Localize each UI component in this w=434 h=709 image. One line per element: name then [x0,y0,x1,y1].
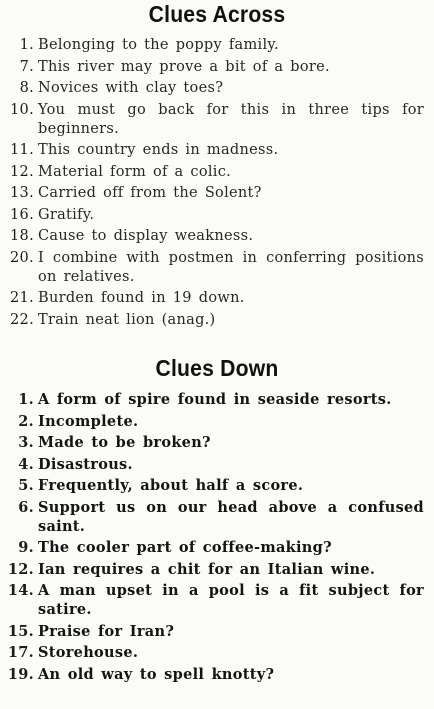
clue-text: Storehouse. [38,644,139,661]
down-clue-item [0,622,434,641]
clue-number: 6. [18,498,34,516]
clue-text: Carried off from the Solent? [38,185,262,201]
clue-number: 19. [7,665,34,683]
clue-text: Frequently, about half a score. [38,477,304,494]
down-clue-item [0,412,434,431]
clue-text: A man upset in a pool is a fit subject for satire. [38,582,424,618]
down-clue-item [0,560,434,579]
clue-number: 21. [10,290,34,306]
clue-text: This country ends in madness. [38,142,279,158]
clue-text: Belonging to the poppy family. [38,37,279,53]
across-clue-item [0,249,434,287]
clue-number: 18. [10,228,34,244]
clue-number: 1. [18,391,34,408]
down-clue-item [0,498,434,536]
across-clue-item [0,36,434,55]
down-clue-item [0,390,434,409]
across-clue-item [0,58,434,77]
clues-down-heading: Clues Down [155,355,279,381]
down-clue-item [0,538,434,557]
clue-text: Support us on our head above a confused saint. [38,498,424,535]
clue-text: I combine with postmen in conferring positions on relatives. [38,249,424,285]
clue-text: Material form of a colic. [38,163,232,180]
clue-number: 13. [10,185,34,201]
clue-text: Praise for Iran? [38,622,175,640]
clue-number: 16. [10,206,34,223]
across-clue-item [0,101,434,139]
clues-across-heading: Clues Across [148,1,286,27]
clue-text: You must go back for this in three tips for beginners. [38,101,424,137]
clue-number: 12. [10,163,34,180]
clues-down-list [0,390,434,686]
across-clue-item [0,163,434,182]
clue-number: 20. [10,249,34,266]
clue-number: 1. [19,37,34,53]
clue-text: Gratify. [38,206,95,223]
clue-text: Incomplete. [38,412,139,430]
clue-text: Cause to display weakness. [38,228,254,244]
clue-text: Burden found in 19 down. [38,290,245,306]
clues-across-list [0,36,434,332]
clue-number: 11. [10,142,34,158]
across-clue-item [0,227,434,246]
clue-number: 2. [18,412,34,430]
clue-text: Novices with clay toes? [38,80,224,96]
clue-text: An old way to spell knotty? [38,665,275,683]
clue-text: Ian requires a chit for an Italian wine. [38,560,376,578]
clue-text: This river may prove a bit of a bore. [38,58,330,75]
down-clue-item [0,665,434,684]
clue-number: 17. [7,644,34,661]
clue-number: 7. [19,58,34,75]
clue-number: 3. [18,434,34,451]
clue-text: Train neat lion (anag.) [38,311,216,328]
down-clue-item [0,581,434,619]
clue-number: 10. [10,101,34,118]
down-clue-item [0,455,434,474]
across-clue-item [0,184,434,203]
clue-number: 9. [18,539,34,556]
down-clue-item [0,476,434,495]
clue-text: A form of spire found in seaside resorts. [38,391,392,408]
down-clue-item [0,433,434,452]
clue-number: 12. [7,560,34,578]
across-clue-item [0,79,434,98]
across-clue-item [0,141,434,160]
across-clue-item [0,289,434,308]
clue-text: Made to be broken? [38,434,211,451]
across-clue-item [0,311,434,330]
clue-number: 14. [7,582,34,599]
down-clue-item [0,643,434,662]
clue-number: 8. [19,80,34,96]
clue-text: The cooler part of coffee-making? [38,539,332,556]
across-clue-item [0,206,434,225]
clue-text: Disastrous. [38,455,133,473]
clue-number: 5. [18,477,34,494]
clue-number: 15. [7,622,34,640]
clue-number: 4. [18,455,34,473]
clue-number: 22. [10,311,34,328]
